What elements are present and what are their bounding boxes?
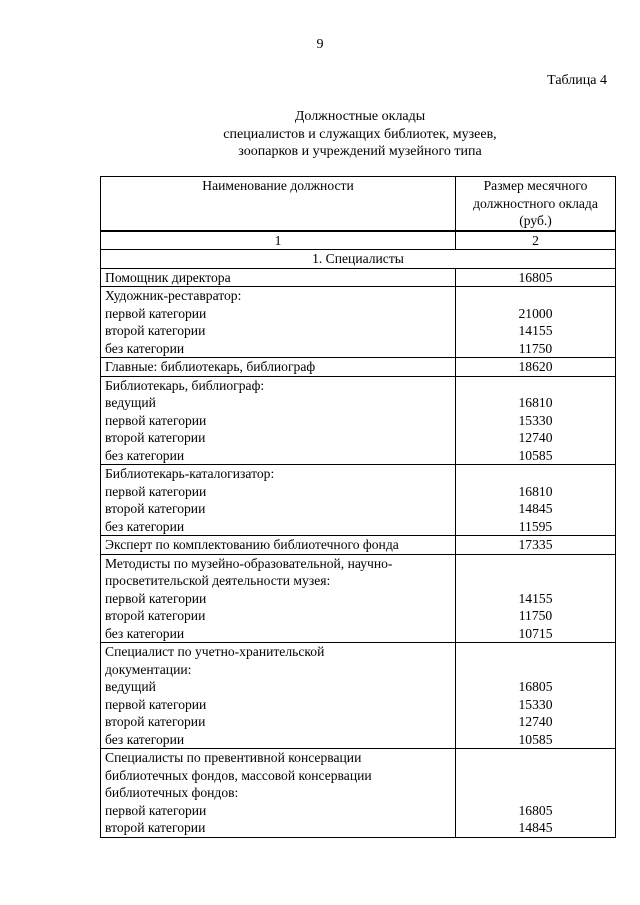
salary-amount [460,555,611,573]
salary-amount: 11595 [518,518,553,534]
position-name: без категории [105,447,185,463]
position-name: Специалист по учетно-хранительской [105,644,325,659]
salary-amount: 10715 [518,625,553,641]
position-name: Помощник директора [105,269,231,285]
position-name: библиотечных фондов, массовой консервации [105,767,372,783]
salary-cell [456,268,616,287]
position-name: без категории [105,518,185,534]
column-number: 1 [101,231,456,250]
salary-amount: 17335 [518,537,553,552]
title-line: специалистов и служащих библиотек, музеев, [223,126,497,142]
position-name: первой категории [105,590,207,606]
position-name: второй категории [105,323,206,338]
salary-cell [456,465,616,536]
salary-amount: 16810 [518,395,553,410]
title-line: Должностные оклады [294,109,426,124]
header-salary-line: (руб.) [519,213,552,228]
header-salary-line: Размер месячного [483,178,588,193]
position-name: первой категории [105,305,207,321]
position-name: документации: [105,661,192,677]
salary-amount: 14155 [518,590,553,606]
header-position-name: Наименование должности [101,177,456,231]
position-name: Библиотекарь-каталогизатор: [105,466,275,481]
salary-cell [456,358,616,377]
position-name: второй категории [105,714,206,729]
section-title: 1. Специалисты [101,250,616,269]
salary-cell [456,536,616,555]
salary-amount: 11750 [518,340,553,356]
position-name: Специалисты по превентивной консервации [105,750,362,765]
position-name: Главные: библиотекарь, библиограф [105,359,316,374]
position-name: библиотечных фондов: [105,785,239,800]
position-name: Эксперт по комплектованию библиотечного фонда [105,537,399,552]
salary-amount: 18620 [518,359,553,374]
position-name: ведущий [105,395,156,410]
salary-amount: 14845 [518,501,553,516]
position-cell [101,465,456,536]
salary-amount [460,643,611,661]
position-name: без категории [105,340,185,356]
table-row [101,358,616,377]
header-salary-line: должностного оклада [473,195,598,211]
salary-amount [460,572,611,590]
column-number-row [101,231,616,250]
salary-amount: 14155 [518,323,553,338]
salary-amount: 10585 [518,731,553,747]
salary-cell [456,749,616,838]
salary-amount [460,749,611,767]
column-number: 2 [456,231,616,250]
salary-amount: 16810 [518,483,553,499]
salary-amount: 10585 [518,447,553,463]
title-line: зоопарков и учреждений музейного типа [238,144,482,159]
salary-amount [460,767,611,785]
salary-amount: 16805 [518,269,553,285]
salary-amount: 21000 [518,305,553,321]
position-name: просветительской деятельности музея: [105,573,331,588]
position-name: без категории [105,731,185,747]
salary-amount [460,465,611,483]
position-name: второй категории [105,820,206,835]
position-cell [101,358,456,377]
salary-amount: 11750 [518,608,553,623]
position-name: первой категории [105,802,207,818]
table-row [101,376,616,465]
position-cell [101,554,456,643]
table-row [101,465,616,536]
table-row [101,554,616,643]
table-row [101,268,616,287]
position-cell [101,376,456,465]
position-cell [101,643,456,749]
position-name: первой категории [105,696,207,712]
table-header-row [101,177,616,231]
table-row [101,287,616,358]
position-name: второй категории [105,501,206,516]
salary-amount: 14845 [518,820,553,835]
salary-table [100,176,616,838]
position-name: ведущий [105,679,156,694]
salary-amount: 16805 [518,679,553,694]
page-number: 9 [316,37,324,52]
position-name: первой категории [105,483,207,499]
position-name: второй категории [105,430,206,445]
position-name: второй категории [105,608,206,623]
position-cell [101,749,456,838]
position-cell [101,536,456,555]
salary-amount: 16805 [518,802,553,818]
position-cell [101,287,456,358]
position-cell [101,268,456,287]
table-row [101,643,616,749]
header-salary-size [456,177,616,231]
salary-amount: 12740 [518,430,553,445]
table-row [101,749,616,838]
salary-amount [460,287,611,305]
position-name: Художник-реставратор: [105,288,242,303]
position-name: Методисты по музейно-образовательной, научно- [105,555,393,571]
salary-cell [456,376,616,465]
salary-cell [456,643,616,749]
section-row [101,250,616,269]
salary-amount [460,661,611,679]
position-name: первой категории [105,412,207,428]
position-name: без категории [105,625,185,641]
document-title [0,108,640,161]
table-label: Таблица 4 [547,73,607,88]
salary-amount: 12740 [518,714,553,729]
position-name: Библиотекарь, библиограф: [105,377,265,393]
salary-amount [460,377,611,395]
salary-amount: 15330 [518,412,553,428]
salary-cell [456,554,616,643]
salary-amount: 15330 [518,696,553,712]
salary-cell [456,287,616,358]
salary-amount [460,784,611,802]
table-row [101,536,616,555]
